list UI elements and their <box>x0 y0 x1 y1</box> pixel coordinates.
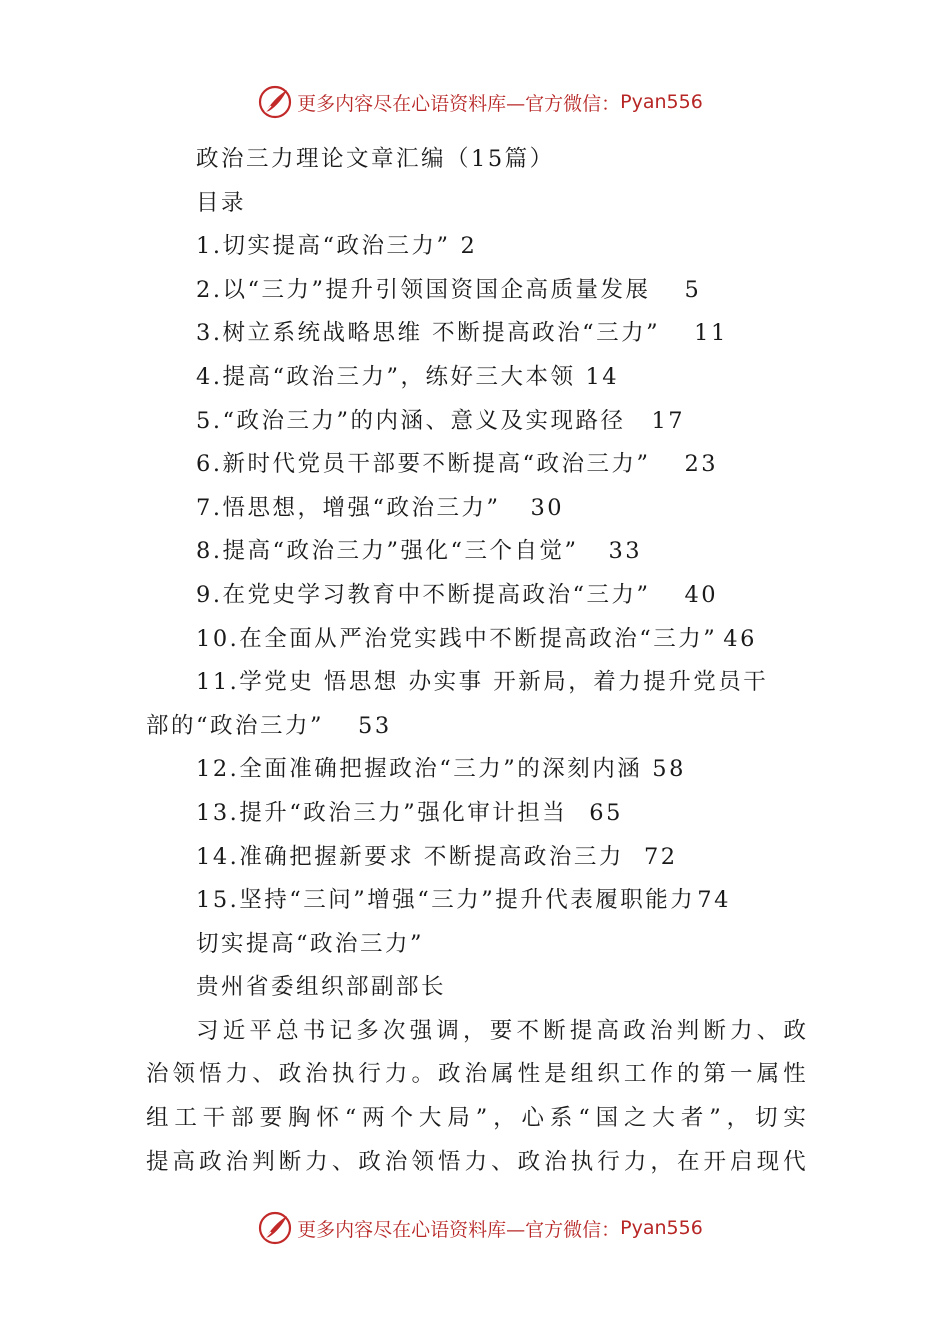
toc-item <box>146 574 806 618</box>
toc-heading: 目录 <box>196 189 247 216</box>
toc-item-page: 5 <box>684 276 702 303</box>
toc-item-label: 部的“政治三力” <box>146 712 325 739</box>
toc-item-label: 2.以“三力”提升引领国资国企高质量发展 <box>196 276 651 303</box>
toc-item <box>146 487 806 531</box>
quill-pen-logo-icon <box>257 1210 293 1246</box>
toc-item <box>146 618 806 662</box>
document-title: 政治三力理论文章汇编（15篇） <box>196 146 555 172</box>
toc-item <box>146 400 806 444</box>
toc-item-label: 1.切实提高“政治三力” <box>196 233 451 260</box>
toc-item-page: 30 <box>530 494 565 521</box>
toc-item-page: 40 <box>684 581 719 608</box>
toc-item-label: 8.提高“政治三力”强化“三个自觉” <box>196 538 579 565</box>
toc-item-page: 2 <box>460 233 478 260</box>
toc-item-page: 14 <box>585 363 620 390</box>
toc-item-label: 6.新时代党员干部要不断提高“政治三力” <box>196 451 651 478</box>
paragraph-line: 组 工 干 部 要 胸 怀 “ 两 个 大 局 ” ， 心 系 “ 国 之 大 者 ” ， 切 实 <box>146 1105 806 1132</box>
toc-item-page: 72 <box>643 843 678 870</box>
article-author: 贵州省委组织部副部长 <box>196 974 447 1001</box>
toc-item-label: 4.提高“政治三力”，练好三大本领 <box>196 363 576 390</box>
toc-item-page: 23 <box>684 451 719 478</box>
toc-item <box>146 356 806 400</box>
paragraph-line: 习 近 平 总 书 记 多 次 强 调 ， 要 不 断 提 高 政 治 判 断 力 、 政 <box>196 1017 806 1044</box>
toc-item-page: 46 <box>723 625 757 652</box>
toc-item-label: 10.在全面从严治党实践中不断提高政治“三力” <box>196 625 718 652</box>
toc-item-page: 33 <box>608 538 643 565</box>
toc-item <box>146 225 806 269</box>
toc-item-label: 15.坚持“三问”增强“三力”提升代表履职能力 <box>196 887 696 914</box>
toc-item <box>146 661 806 705</box>
toc-item-page: 65 <box>589 799 623 826</box>
toc-item-page: 58 <box>652 756 686 783</box>
toc-item-label: 5.“政治三力”的内涵、意义及实现路径 <box>196 407 626 434</box>
toc-item-label: 3.树立系统战略思维 不断提高政治“三力” <box>196 320 661 347</box>
toc-item-page: 17 <box>651 407 686 434</box>
banner-wechat-id: Pyan556 <box>620 1217 703 1239</box>
toc-item <box>146 836 806 880</box>
toc-item <box>146 530 806 574</box>
paragraph-line: 提 高 政 治 判 断 力 、 政 治 领 悟 力 、 政 治 执 行 力 ， 在 开 启 现 代 <box>146 1148 806 1175</box>
footer-watermark-banner <box>0 1208 950 1248</box>
toc-item-page: 74 <box>697 887 731 914</box>
document-body <box>146 138 806 1184</box>
toc-item-page: 11 <box>694 320 728 347</box>
header-watermark-banner <box>0 82 950 122</box>
article-title: 切实提高“政治三力” <box>196 930 425 957</box>
table-of-contents <box>146 225 806 923</box>
toc-item-label: 14.准确把握新要求 不断提高政治三力 <box>196 843 624 870</box>
toc-item <box>146 748 806 792</box>
paragraph-line: 治 领 悟 力 、 政 治 执 行 力 。 政 治 属 性 是 组 织 工 作 的 第 一 属 性 <box>146 1061 806 1088</box>
toc-item <box>146 269 806 313</box>
toc-item-page: 53 <box>358 712 392 739</box>
toc-item-label: 7.悟思想，增强“政治三力” <box>196 494 501 521</box>
toc-item <box>146 792 806 836</box>
toc-item <box>146 443 806 487</box>
toc-item <box>146 312 806 356</box>
toc-item <box>146 879 806 923</box>
toc-item-continued <box>146 705 806 749</box>
quill-pen-logo-icon <box>257 84 293 120</box>
article-paragraph <box>146 1010 806 1184</box>
toc-item-label: 9.在党史学习教育中不断提高政治“三力” <box>196 581 651 608</box>
toc-item-label: 13.提升“政治三力”强化审计担当 <box>196 799 568 826</box>
toc-item-label: 11.学党史 悟思想 办实事 开新局，着力提升党员干 <box>196 669 769 696</box>
toc-item-label: 12.全面准确把握政治“三力”的深刻内涵 <box>196 756 643 783</box>
banner-text: 更多内容尽在心语资料库—官方微信： <box>297 1218 621 1241</box>
banner-wechat-id: Pyan556 <box>620 91 703 113</box>
banner-text: 更多内容尽在心语资料库—官方微信： <box>297 92 621 115</box>
